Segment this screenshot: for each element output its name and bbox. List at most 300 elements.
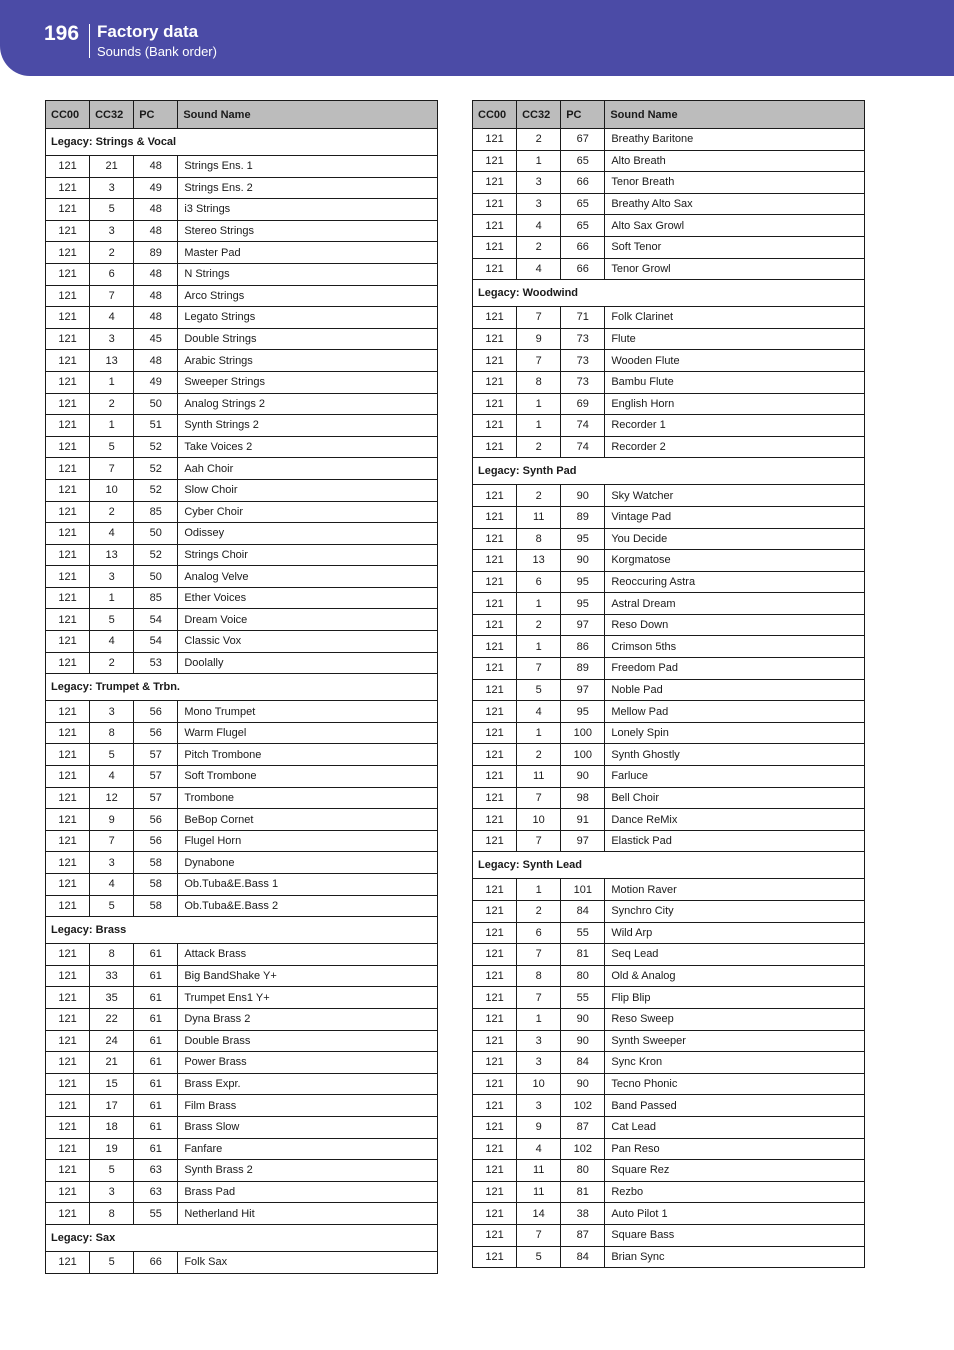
cc00-cell: 121 xyxy=(46,787,90,809)
table-row xyxy=(473,328,865,350)
pc-cell: 66 xyxy=(134,1251,178,1273)
pc-cell: 56 xyxy=(134,830,178,852)
section-row xyxy=(46,1224,438,1251)
sound-name-cell: Wooden Flute xyxy=(605,350,865,372)
cc00-cell: 121 xyxy=(46,1030,90,1052)
pc-cell: 58 xyxy=(134,874,178,896)
cc00-cell: 121 xyxy=(46,501,90,523)
cc00-cell: 121 xyxy=(46,895,90,917)
sound-name-cell: Alto Sax Growl xyxy=(605,215,865,237)
table-row xyxy=(473,722,865,744)
table-row xyxy=(46,156,438,178)
pc-cell: 53 xyxy=(134,652,178,674)
cc00-cell: 121 xyxy=(473,1008,517,1030)
sound-name-cell: Soft Tenor xyxy=(605,236,865,258)
cc00-cell: 121 xyxy=(46,415,90,437)
pc-cell: 54 xyxy=(134,631,178,653)
table-row xyxy=(46,987,438,1009)
cc32-cell: 7 xyxy=(90,830,134,852)
sound-name-cell: Ether Voices xyxy=(178,587,438,609)
table-row xyxy=(473,571,865,593)
cc32-cell: 2 xyxy=(517,236,561,258)
table-row xyxy=(473,506,865,528)
sound-name-cell: Cyber Choir xyxy=(178,501,438,523)
sound-name-cell: Alto Breath xyxy=(605,150,865,172)
table-row xyxy=(46,722,438,744)
cc32-cell: 3 xyxy=(90,1181,134,1203)
table-row xyxy=(473,809,865,831)
table-row xyxy=(473,965,865,987)
cc00-cell: 121 xyxy=(473,1052,517,1074)
table-row xyxy=(473,258,865,280)
table-row xyxy=(473,1052,865,1074)
table-row xyxy=(473,528,865,550)
pc-cell: 65 xyxy=(561,215,605,237)
pc-cell: 67 xyxy=(561,129,605,151)
header-sound-name: Sound Name xyxy=(605,101,865,129)
pc-cell: 52 xyxy=(134,544,178,566)
sound-name-cell: Film Brass xyxy=(178,1095,438,1117)
cc32-cell: 6 xyxy=(517,922,561,944)
cc32-cell: 3 xyxy=(517,1030,561,1052)
table-row xyxy=(46,787,438,809)
cc00-cell: 121 xyxy=(473,528,517,550)
pc-cell: 55 xyxy=(561,987,605,1009)
table-row xyxy=(46,895,438,917)
cc32-cell: 7 xyxy=(517,830,561,852)
pc-cell: 90 xyxy=(561,766,605,788)
pc-cell: 63 xyxy=(134,1181,178,1203)
section-title: Legacy: Trumpet & Trbn. xyxy=(46,674,438,701)
table-body xyxy=(473,129,865,1268)
pc-cell: 71 xyxy=(561,307,605,329)
pc-cell: 57 xyxy=(134,766,178,788)
table-row xyxy=(473,436,865,458)
table-row xyxy=(46,220,438,242)
cc32-cell: 13 xyxy=(90,350,134,372)
pc-cell: 98 xyxy=(561,787,605,809)
cc00-cell: 121 xyxy=(46,393,90,415)
table-row xyxy=(46,566,438,588)
cc32-cell: 19 xyxy=(90,1138,134,1160)
cc32-cell: 3 xyxy=(90,220,134,242)
cc00-cell: 121 xyxy=(46,701,90,723)
cc32-cell: 2 xyxy=(90,393,134,415)
cc32-cell: 3 xyxy=(517,1052,561,1074)
pc-cell: 52 xyxy=(134,458,178,480)
cc00-cell: 121 xyxy=(46,177,90,199)
sound-name-cell: Tenor Growl xyxy=(605,258,865,280)
sounds-table-right xyxy=(472,100,865,1268)
cc00-cell: 121 xyxy=(473,944,517,966)
sound-name-cell: Sky Watcher xyxy=(605,485,865,507)
cc32-cell: 4 xyxy=(90,631,134,653)
cc32-cell: 4 xyxy=(517,258,561,280)
sound-name-cell: Tecno Phonic xyxy=(605,1073,865,1095)
cc00-cell: 121 xyxy=(473,172,517,194)
cc00-cell: 121 xyxy=(46,199,90,221)
cc00-cell: 121 xyxy=(473,1095,517,1117)
cc32-cell: 3 xyxy=(90,701,134,723)
cc32-cell: 5 xyxy=(90,1160,134,1182)
cc32-cell: 35 xyxy=(90,987,134,1009)
pc-cell: 89 xyxy=(561,506,605,528)
pc-cell: 63 xyxy=(134,1160,178,1182)
cc32-cell: 15 xyxy=(90,1073,134,1095)
table-row xyxy=(473,830,865,852)
sound-name-cell: Arco Strings xyxy=(178,285,438,307)
sound-name-cell: Dream Voice xyxy=(178,609,438,631)
cc00-cell: 121 xyxy=(473,436,517,458)
cc32-cell: 1 xyxy=(517,636,561,658)
table-row xyxy=(473,550,865,572)
table-row xyxy=(46,701,438,723)
sound-name-cell: Synth Strings 2 xyxy=(178,415,438,437)
cc32-cell: 4 xyxy=(90,874,134,896)
cc00-cell: 121 xyxy=(46,156,90,178)
sound-name-cell: Flugel Horn xyxy=(178,830,438,852)
sound-name-cell: Recorder 1 xyxy=(605,415,865,437)
table-row xyxy=(473,679,865,701)
sound-name-cell: Slow Choir xyxy=(178,479,438,501)
sound-name-cell: Sync Kron xyxy=(605,1052,865,1074)
table-row xyxy=(46,501,438,523)
sound-name-cell: Take Voices 2 xyxy=(178,436,438,458)
pc-cell: 61 xyxy=(134,1030,178,1052)
cc00-cell: 121 xyxy=(473,901,517,923)
cc00-cell: 121 xyxy=(473,506,517,528)
sound-name-cell: Dyna Brass 2 xyxy=(178,1008,438,1030)
pc-cell: 52 xyxy=(134,436,178,458)
table-row xyxy=(46,944,438,966)
table-row xyxy=(473,701,865,723)
sound-name-cell: Dynabone xyxy=(178,852,438,874)
sound-name-cell: i3 Strings xyxy=(178,199,438,221)
table-row xyxy=(473,129,865,151)
cc00-cell: 121 xyxy=(46,285,90,307)
pc-cell: 48 xyxy=(134,156,178,178)
cc00-cell: 121 xyxy=(46,371,90,393)
cc00-cell: 121 xyxy=(473,415,517,437)
pc-cell: 51 xyxy=(134,415,178,437)
cc32-cell: 18 xyxy=(90,1116,134,1138)
header-divider xyxy=(89,24,90,58)
sound-name-cell: Lonely Spin xyxy=(605,722,865,744)
cc32-cell: 5 xyxy=(517,679,561,701)
sound-name-cell: Attack Brass xyxy=(178,944,438,966)
cc00-cell: 121 xyxy=(473,1160,517,1182)
cc32-cell: 7 xyxy=(90,458,134,480)
sound-name-cell: Square Bass xyxy=(605,1224,865,1246)
table-row xyxy=(46,458,438,480)
sound-name-cell: Trombone xyxy=(178,787,438,809)
cc32-cell: 7 xyxy=(517,658,561,680)
table-row xyxy=(46,1181,438,1203)
sound-name-cell: Bambu Flute xyxy=(605,371,865,393)
cc00-cell: 121 xyxy=(46,1138,90,1160)
cc00-cell: 121 xyxy=(46,436,90,458)
header-cc00: CC00 xyxy=(473,101,517,129)
pc-cell: 90 xyxy=(561,1030,605,1052)
pc-cell: 61 xyxy=(134,1008,178,1030)
cc00-cell: 121 xyxy=(46,631,90,653)
header-pc: PC xyxy=(561,101,605,129)
table-row xyxy=(46,523,438,545)
sound-name-cell: Mellow Pad xyxy=(605,701,865,723)
cc32-cell: 7 xyxy=(517,787,561,809)
table-row xyxy=(473,636,865,658)
table-row xyxy=(46,1160,438,1182)
cc00-cell: 121 xyxy=(473,701,517,723)
cc32-cell: 10 xyxy=(517,1073,561,1095)
cc00-cell: 121 xyxy=(473,550,517,572)
pc-cell: 61 xyxy=(134,1138,178,1160)
cc00-cell: 121 xyxy=(46,652,90,674)
cc32-cell: 3 xyxy=(517,172,561,194)
sound-name-cell: You Decide xyxy=(605,528,865,550)
sound-name-cell: Wild Arp xyxy=(605,922,865,944)
sound-name-cell: Analog Strings 2 xyxy=(178,393,438,415)
pc-cell: 95 xyxy=(561,701,605,723)
sound-name-cell: Legato Strings xyxy=(178,307,438,329)
cc32-cell: 7 xyxy=(517,987,561,1009)
pc-cell: 48 xyxy=(134,350,178,372)
cc32-cell: 7 xyxy=(517,944,561,966)
table-row xyxy=(46,1030,438,1052)
cc32-cell: 5 xyxy=(90,436,134,458)
table-row xyxy=(46,631,438,653)
table-row xyxy=(46,1116,438,1138)
table-row xyxy=(473,766,865,788)
cc00-cell: 121 xyxy=(473,614,517,636)
table-row xyxy=(473,901,865,923)
pc-cell: 49 xyxy=(134,371,178,393)
pc-cell: 55 xyxy=(561,922,605,944)
pc-cell: 57 xyxy=(134,787,178,809)
table-row xyxy=(473,1246,865,1268)
table-row xyxy=(473,1181,865,1203)
cc32-cell: 2 xyxy=(517,485,561,507)
table-row xyxy=(473,193,865,215)
cc00-cell: 121 xyxy=(473,215,517,237)
table-row xyxy=(46,199,438,221)
cc32-cell: 7 xyxy=(517,350,561,372)
cc00-cell: 121 xyxy=(473,987,517,1009)
pc-cell: 74 xyxy=(561,436,605,458)
sound-name-cell: Soft Trombone xyxy=(178,766,438,788)
pc-cell: 61 xyxy=(134,1052,178,1074)
cc00-cell: 121 xyxy=(46,722,90,744)
table-row xyxy=(46,263,438,285)
cc32-cell: 3 xyxy=(90,566,134,588)
sound-name-cell: Pan Reso xyxy=(605,1138,865,1160)
cc32-cell: 4 xyxy=(90,523,134,545)
cc00-cell: 121 xyxy=(46,809,90,831)
sound-name-cell: Breathy Baritone xyxy=(605,129,865,151)
section-title: Legacy: Synth Pad xyxy=(473,458,865,485)
table-row xyxy=(46,393,438,415)
cc32-cell: 2 xyxy=(90,242,134,264)
pc-cell: 65 xyxy=(561,150,605,172)
section-row xyxy=(473,852,865,879)
table-row xyxy=(473,393,865,415)
pc-cell: 95 xyxy=(561,528,605,550)
pc-cell: 100 xyxy=(561,722,605,744)
cc32-cell: 6 xyxy=(90,263,134,285)
sound-name-cell: Farluce xyxy=(605,766,865,788)
table-row xyxy=(46,350,438,372)
table-row xyxy=(473,987,865,1009)
cc00-cell: 121 xyxy=(473,236,517,258)
sound-name-cell: Big BandShake Y+ xyxy=(178,965,438,987)
table-row xyxy=(46,766,438,788)
cc32-cell: 3 xyxy=(517,1095,561,1117)
cc00-cell: 121 xyxy=(473,1138,517,1160)
table-row xyxy=(46,1052,438,1074)
sound-name-cell: Doolally xyxy=(178,652,438,674)
cc00-cell: 121 xyxy=(473,1246,517,1268)
pc-cell: 90 xyxy=(561,1073,605,1095)
table-row xyxy=(46,874,438,896)
pc-cell: 89 xyxy=(561,658,605,680)
cc00-cell: 121 xyxy=(46,1095,90,1117)
pc-cell: 48 xyxy=(134,263,178,285)
table-row xyxy=(473,371,865,393)
sound-name-cell: Netherland Hit xyxy=(178,1203,438,1225)
cc00-cell: 121 xyxy=(46,1073,90,1095)
cc32-cell: 24 xyxy=(90,1030,134,1052)
cc00-cell: 121 xyxy=(473,744,517,766)
pc-cell: 58 xyxy=(134,895,178,917)
pc-cell: 38 xyxy=(561,1203,605,1225)
pc-cell: 102 xyxy=(561,1095,605,1117)
sound-name-cell: Pitch Trombone xyxy=(178,744,438,766)
cc00-cell: 121 xyxy=(46,587,90,609)
table-row xyxy=(46,965,438,987)
cc32-cell: 1 xyxy=(517,722,561,744)
pc-cell: 55 xyxy=(134,1203,178,1225)
cc32-cell: 5 xyxy=(90,744,134,766)
cc00-cell: 121 xyxy=(46,307,90,329)
cc00-cell: 121 xyxy=(46,544,90,566)
cc32-cell: 1 xyxy=(517,1008,561,1030)
table-row xyxy=(46,1095,438,1117)
pc-cell: 66 xyxy=(561,236,605,258)
section-title: Legacy: Woodwind xyxy=(473,280,865,307)
cc00-cell: 121 xyxy=(473,350,517,372)
sound-name-cell: Classic Vox xyxy=(178,631,438,653)
cc00-cell: 121 xyxy=(473,922,517,944)
section-row xyxy=(46,674,438,701)
cc32-cell: 11 xyxy=(517,1181,561,1203)
sound-name-cell: Fanfare xyxy=(178,1138,438,1160)
cc32-cell: 21 xyxy=(90,156,134,178)
sound-name-cell: Crimson 5ths xyxy=(605,636,865,658)
pc-cell: 80 xyxy=(561,1160,605,1182)
table-row xyxy=(46,242,438,264)
cc00-cell: 121 xyxy=(473,593,517,615)
cc32-cell: 4 xyxy=(517,215,561,237)
cc00-cell: 121 xyxy=(473,258,517,280)
sound-name-cell: English Horn xyxy=(605,393,865,415)
section-title: Legacy: Sax xyxy=(46,1224,438,1251)
page-title: Factory data xyxy=(97,22,199,41)
cc32-cell: 11 xyxy=(517,766,561,788)
cc00-cell: 121 xyxy=(46,1052,90,1074)
sound-name-cell: Rezbo xyxy=(605,1181,865,1203)
table-row xyxy=(46,1008,438,1030)
pc-cell: 101 xyxy=(561,879,605,901)
cc32-cell: 13 xyxy=(517,550,561,572)
table-row xyxy=(473,1203,865,1225)
table-row xyxy=(46,809,438,831)
cc32-cell: 2 xyxy=(517,129,561,151)
table-header-row xyxy=(46,101,438,129)
table-row xyxy=(473,415,865,437)
header-pc: PC xyxy=(134,101,178,129)
cc32-cell: 2 xyxy=(517,614,561,636)
pc-cell: 87 xyxy=(561,1116,605,1138)
cc32-cell: 3 xyxy=(517,193,561,215)
table-row xyxy=(46,436,438,458)
pc-cell: 56 xyxy=(134,722,178,744)
pc-cell: 50 xyxy=(134,566,178,588)
cc32-cell: 1 xyxy=(90,415,134,437)
sound-name-cell: Double Strings xyxy=(178,328,438,350)
sound-name-cell: BeBop Cornet xyxy=(178,809,438,831)
table-row xyxy=(46,1138,438,1160)
pc-cell: 85 xyxy=(134,587,178,609)
sound-name-cell: Strings Choir xyxy=(178,544,438,566)
table-row xyxy=(473,485,865,507)
cc32-cell: 1 xyxy=(517,879,561,901)
cc00-cell: 121 xyxy=(473,722,517,744)
table-row xyxy=(46,744,438,766)
pc-cell: 97 xyxy=(561,830,605,852)
sound-name-cell: Band Passed xyxy=(605,1095,865,1117)
pc-cell: 84 xyxy=(561,1052,605,1074)
sound-name-cell: Arabic Strings xyxy=(178,350,438,372)
sound-name-cell: Recorder 2 xyxy=(605,436,865,458)
header-sound-name: Sound Name xyxy=(178,101,438,129)
cc32-cell: 5 xyxy=(90,609,134,631)
sound-name-cell: Stereo Strings xyxy=(178,220,438,242)
cc32-cell: 9 xyxy=(517,328,561,350)
sound-name-cell: Breathy Alto Sax xyxy=(605,193,865,215)
cc32-cell: 5 xyxy=(90,895,134,917)
sound-name-cell: Astral Dream xyxy=(605,593,865,615)
page-header xyxy=(0,0,954,76)
cc00-cell: 121 xyxy=(473,636,517,658)
cc00-cell: 121 xyxy=(473,328,517,350)
cc32-cell: 22 xyxy=(90,1008,134,1030)
pc-cell: 74 xyxy=(561,415,605,437)
sound-name-cell: Sweeper Strings xyxy=(178,371,438,393)
pc-cell: 54 xyxy=(134,609,178,631)
sound-name-cell: Korgmatose xyxy=(605,550,865,572)
cc00-cell: 121 xyxy=(473,787,517,809)
sound-name-cell: Square Rez xyxy=(605,1160,865,1182)
cc00-cell: 121 xyxy=(46,830,90,852)
pc-cell: 50 xyxy=(134,523,178,545)
pc-cell: 102 xyxy=(561,1138,605,1160)
sound-name-cell: Warm Flugel xyxy=(178,722,438,744)
cc32-cell: 8 xyxy=(517,965,561,987)
cc00-cell: 121 xyxy=(46,1203,90,1225)
cc32-cell: 5 xyxy=(90,199,134,221)
table-row xyxy=(473,1073,865,1095)
cc00-cell: 121 xyxy=(46,874,90,896)
